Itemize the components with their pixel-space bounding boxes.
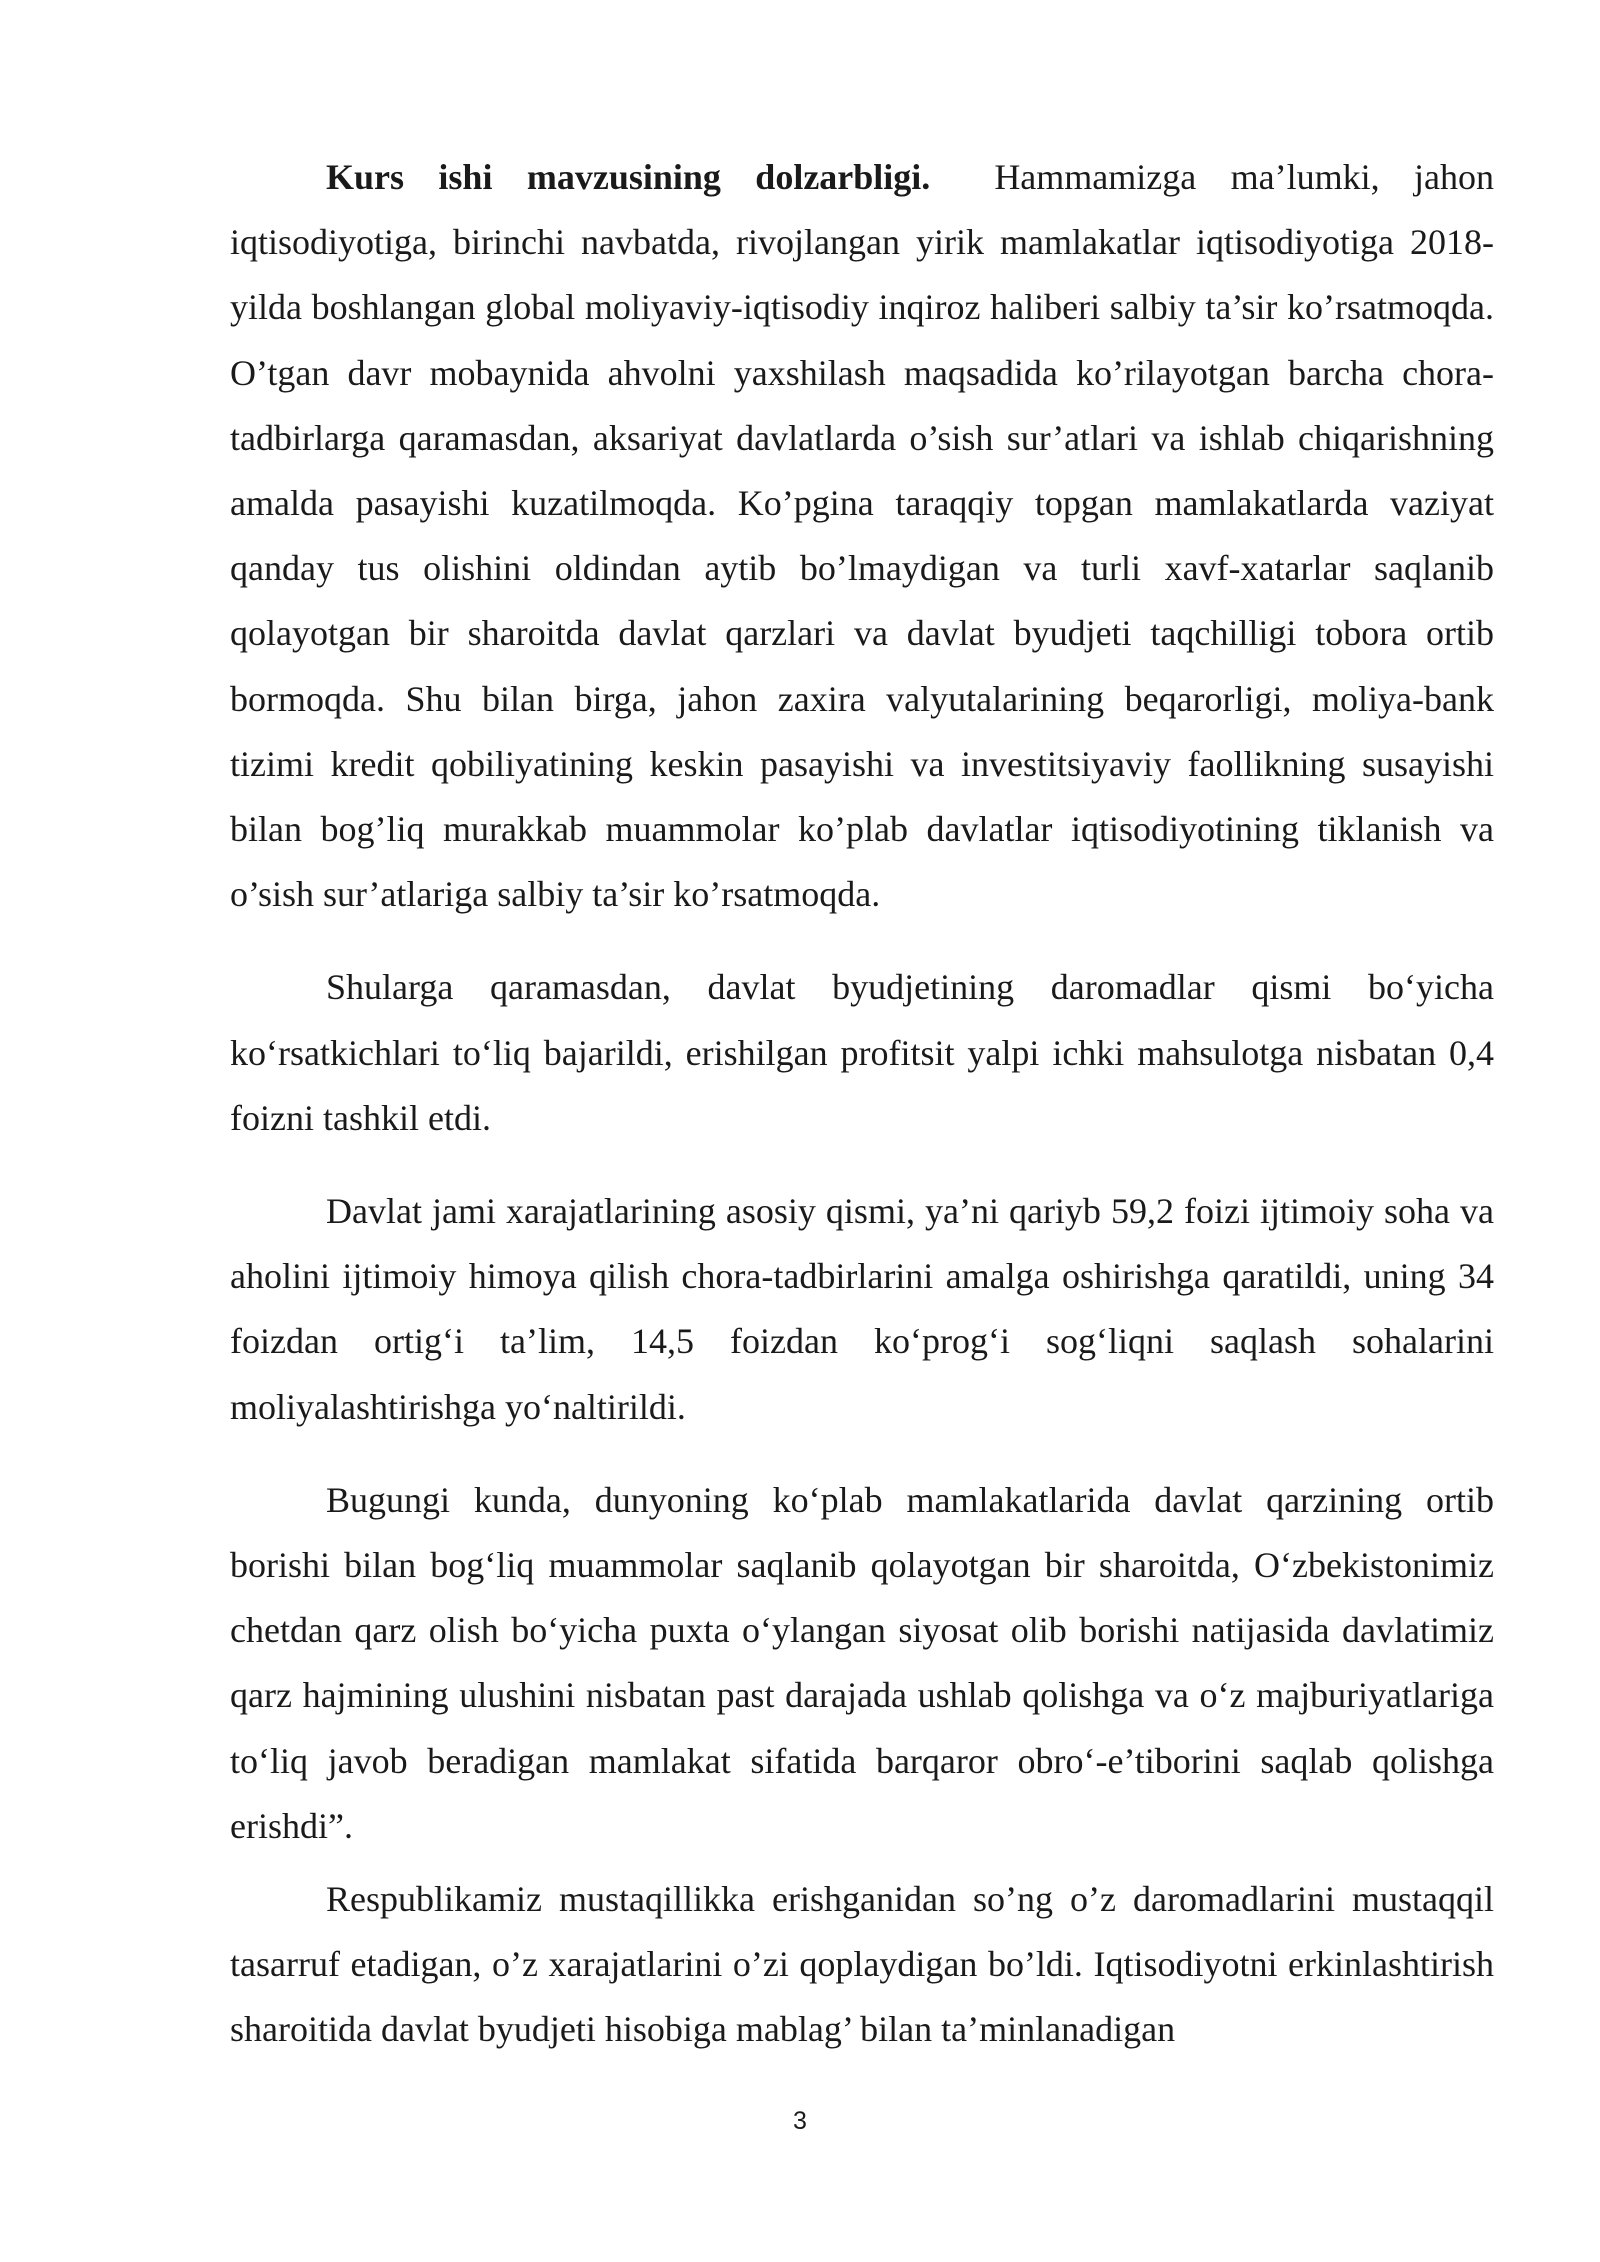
paragraph-relevance: [230, 145, 1494, 927]
document-page: [230, 145, 1494, 2063]
paragraph-independence: Respublikamiz mustaqillikka erishganidan so’ng o’z daromadlarini mustaqqil tasarruf etadigan, o’z xarajatlarini o’zi qoplaydigan bo’ldi. Iqtisodiyotni erkinlashtirish sharoitida davlat byudjeti hisobiga mablag’ bilan ta’minlanadigan: [230, 1879, 1494, 2050]
paragraph-budget-revenue: Shularga qaramasdan, davlat byudjetining daromadlar qismi bo‘yicha ko‘rsatkichlari to‘liq bajarildi, erishilgan profitsit yalpi ichki mahsulotga nisbatan 0,4 foizni tashkil etdi.: [230, 967, 1494, 1138]
section-heading-lead: Kurs ishi mavzusining dolzarbligi.: [326, 157, 931, 197]
page-number: 3: [793, 2107, 807, 2135]
paragraph-expenditures: Davlat jami xarajatlarining asosiy qismi, ya’ni qariyb 59,2 foizi ijtimoiy soha va aholini ijtimoiy himoya qilish chora-tadbirlarini amalga oshirishga qaratildi, uning 34 foizdan ortig‘i ta’lim, 14,5 foizdan ko‘prog‘i sog‘liqni saqlash sohalarini moliyalashtirishga yo‘naltirildi.: [230, 1191, 1494, 1427]
paragraph-state-debt: Bugungi kunda, dunyoning ko‘plab mamlakatlarida davlat qarzining ortib borishi bilan bog‘liq muammolar saqlanib qolayotgan bir sharoitda, O‘zbekistonimiz chetdan qarz olish bo‘yicha puxta o‘ylangan siyosat olib borishi natijasida davlatimiz qarz hajmining ulushini nisbatan past darajada ushlab qolishga va o‘z majburiyatlariga to‘liq javob beradigan mamlakat sifatida barqaror obro‘-e’tiborini saqlab qolishga erishdi”.: [230, 1479, 1494, 1846]
paragraph-1-text: Hammamizga ma’lumki, jahon iqtisodiyotiga, birinchi navbatda, rivojlangan yirik mamlakatlar iqtisodiyotiga 2018-yilda boshlangan global moliyaviy-iqtisodiy inqiroz haliberi salbiy ta’sir ko’rsatmoqda. O’tgan davr mobaynida ahvolni yaxshilash maqsadida ko’rilayotgan barcha chora-tadbirlarga qaramasdan, aksariyat davlatlarda o’sish sur’atlari va ishlab chiqarishning amalda pasayishi kuzatilmoqda. Ko’pgina taraqqiy topgan mamlakatlarda vaziyat qanday tus olishini oldindan aytib bo’lmaydigan va turli xavf-xatarlar saqlanib qolayotgan bir sharoitda davlat qarzlari va davlat byudjeti taqchilligi tobora ortib bormoqda. Shu bilan birga, jahon zaxira valyutalarining beqarorligi, moliya-bank tizimi kredit qobiliyatining keskin pasayishi va investitsiyaviy faollikning susayishi bilan bog’liq murakkab muammolar ko’plab davlatlar iqtisodiyotining tiklanish va o’sish sur’atlariga salbiy ta’sir ko’rsatmoqda.: [230, 157, 1494, 915]
